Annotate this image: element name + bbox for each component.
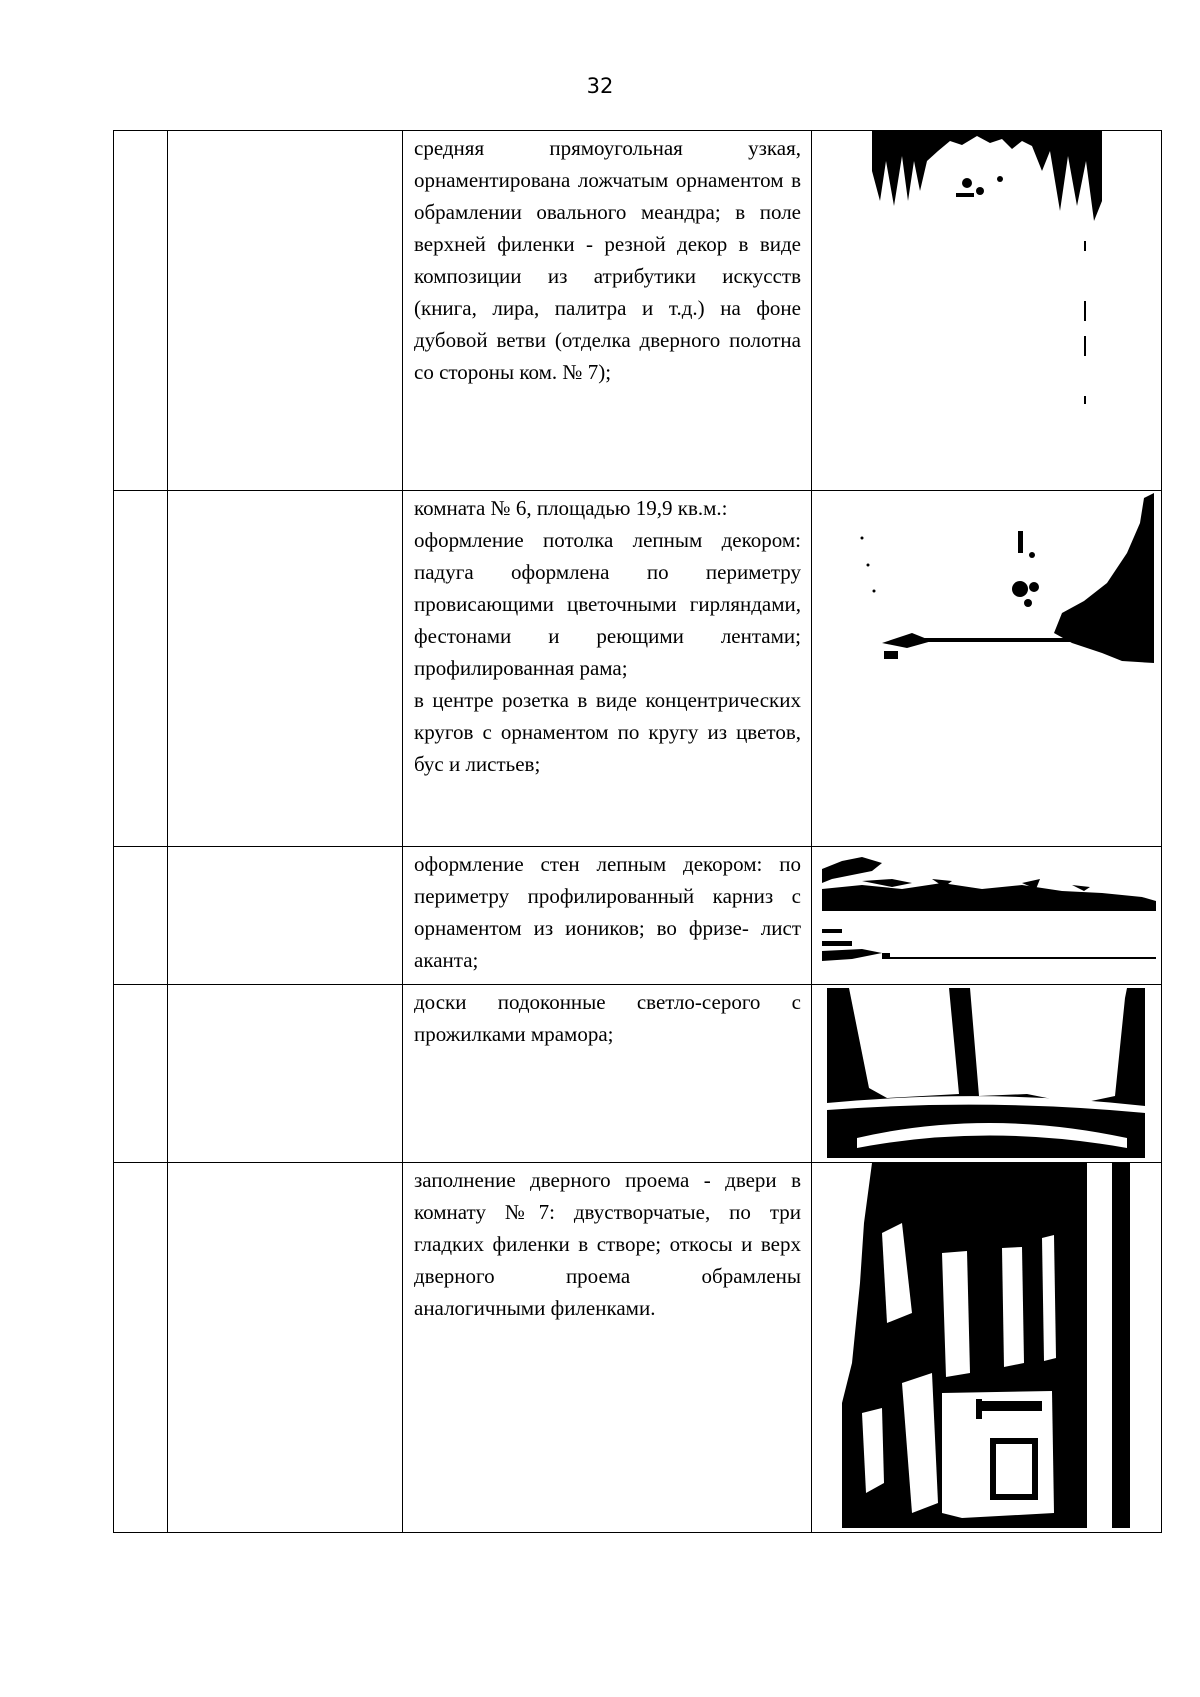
photo-edge-marks <box>1082 241 1088 481</box>
table-row <box>114 131 1162 491</box>
description-cell <box>403 131 812 491</box>
description-text: оформление стен лепным декором: по периметру профилированный карниз с орнаментом из иоников; во фризе- лист аканта; <box>414 852 801 972</box>
ceiling-decor-photo <box>822 493 1154 668</box>
description-cell <box>403 847 812 985</box>
double-door-photo <box>842 1163 1130 1528</box>
description-cell <box>403 1163 812 1533</box>
description-text: заполнение дверного проема - двери в комнату №7: двустворчатые, по три гладких филенки в створе; откосы и верх дверного проема обрамлены аналогичными филенками. <box>414 1168 801 1320</box>
window-sill-photo <box>827 988 1145 1158</box>
photo-cell <box>812 491 1162 847</box>
name-cell <box>168 847 403 985</box>
photo-cell <box>812 985 1162 1163</box>
description-text: комната № 6, площадью 19,9 кв.м.: <box>414 496 728 520</box>
description-text: доски подоконные светло-серого с прожилками мрамора; <box>414 990 801 1046</box>
description-cell <box>403 985 812 1163</box>
name-cell <box>168 1163 403 1533</box>
table-row <box>114 1163 1162 1533</box>
table-row <box>114 491 1162 847</box>
description-text: средняя прямоугольная узкая, орнаментирована ложчатым орнаментом в обрамлении овального меандра; в поле верхней филенки - резной декор в виде композиции из атрибутики искусств (книга, лира, палитра и т.д.) на фоне дубовой ветви (отделка дверного полотна со стороны ком. № 7); <box>414 136 801 384</box>
description-text: оформление потолка лепным декором: падуга оформлена по периметру провисающими цветочными гирляндами, фестонами и реющими лентами; профилированная рама; <box>414 528 801 680</box>
table-row <box>114 847 1162 985</box>
photo-cell <box>812 1163 1162 1533</box>
name-cell <box>168 985 403 1163</box>
heritage-description-table <box>113 130 1162 1533</box>
number-cell <box>114 1163 168 1533</box>
photo-cell <box>812 131 1162 491</box>
name-cell <box>168 131 403 491</box>
number-cell <box>114 847 168 985</box>
description-cell <box>403 491 812 847</box>
number-cell <box>114 131 168 491</box>
description-text: в центре розетка в виде концентрических кругов с орнаментом по кругу из цветов, бус и листьев; <box>414 688 801 776</box>
photo-cell <box>812 847 1162 985</box>
name-cell <box>168 491 403 847</box>
cornice-photo <box>822 849 1156 979</box>
door-panel-photo <box>872 131 1102 231</box>
number-cell <box>114 985 168 1163</box>
page-number: 32 <box>586 74 614 98</box>
table-row <box>114 985 1162 1163</box>
number-cell <box>114 491 168 847</box>
